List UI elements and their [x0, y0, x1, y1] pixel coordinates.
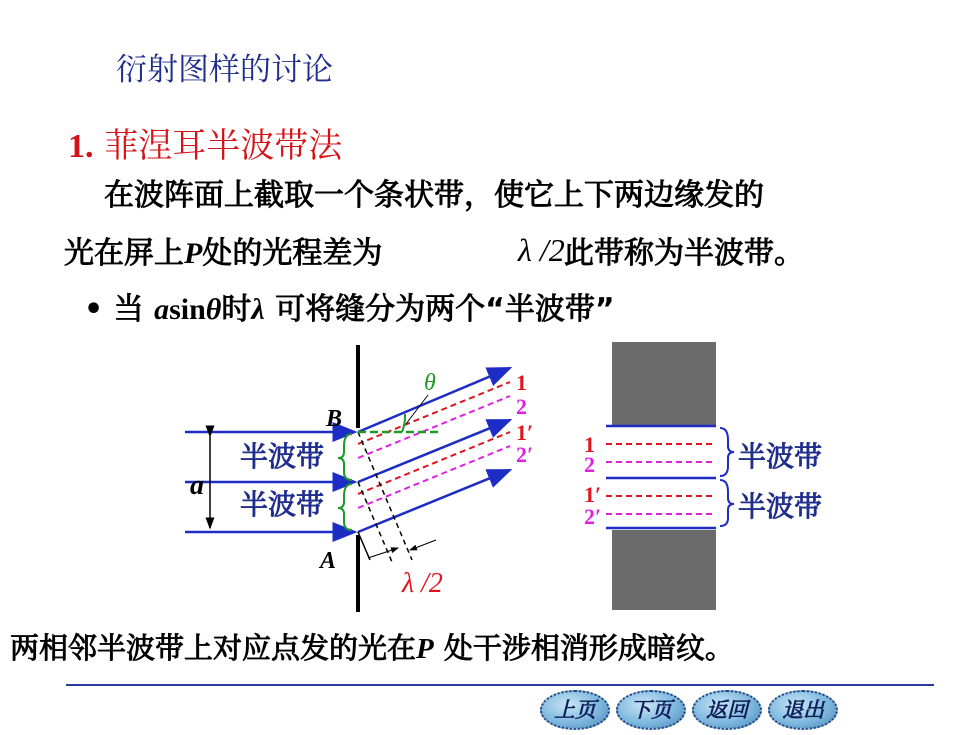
screen-brace-2: [720, 480, 734, 526]
lambda-half-formula: λ /2: [518, 232, 565, 268]
section-number: 1.: [68, 128, 94, 165]
ray-label: 2′: [516, 442, 534, 467]
back-button[interactable]: 返回: [692, 690, 762, 730]
bullet-dot: •: [84, 292, 104, 327]
lambda-arrow: [410, 540, 436, 550]
paragraph-line-1: 在波阵面上截取一个条状带，使它上下两边缘发的: [104, 178, 764, 213]
page-title: 衍射图样的讨论: [116, 52, 333, 88]
lambda-half-label: λ /2: [402, 568, 443, 599]
bullet-text: 当: [113, 292, 144, 327]
ray-label: 1′: [516, 420, 534, 445]
label-B: B: [326, 406, 343, 432]
ray-label: 2: [516, 394, 527, 419]
prev-page-button[interactable]: 上页: [540, 690, 610, 730]
math-sin: sin: [169, 293, 206, 326]
conclusion-part: 两相邻半波带上对应点发的光在: [10, 631, 417, 665]
screen-zone-label-2: 半波带: [738, 490, 823, 523]
screen-label: 2: [584, 452, 595, 477]
theta-arc: [402, 414, 405, 432]
screen-label: 1′: [584, 482, 602, 507]
screen-brace-1: [720, 428, 734, 476]
conclusion-text: [10, 626, 734, 667]
wavefront-line: [358, 432, 412, 560]
ray-label: 1: [516, 370, 527, 395]
wavefront-line: [358, 482, 392, 562]
label-a: a: [190, 470, 204, 501]
point-p-var: P: [416, 633, 434, 665]
exit-button[interactable]: 退出: [768, 690, 838, 730]
section-title: 菲涅耳半波带法: [104, 126, 343, 166]
screen-block-bottom: [612, 530, 716, 610]
math-theta: θ: [205, 293, 222, 326]
label-A: A: [320, 548, 337, 574]
screen-label: 2′: [584, 504, 602, 529]
paragraph-text: 光在屏上: [64, 236, 184, 271]
next-page-button[interactable]: 下页: [616, 690, 686, 730]
math-a: a: [154, 293, 170, 326]
diffracted-ray-2: [358, 396, 510, 458]
zone-label-1: 半波带: [240, 440, 325, 473]
math-lambda: λ: [251, 293, 265, 326]
bullet-text: 时: [221, 292, 252, 327]
screen-zone-label-1: 半波带: [738, 440, 823, 473]
screen-label: 1: [584, 432, 595, 457]
zone-brace-1: [338, 434, 352, 480]
label-theta: θ: [424, 370, 436, 396]
diffracted-ray-blue: [358, 420, 510, 482]
bullet-text: 可将缝分为两个“半波带”: [275, 292, 615, 327]
diffracted-ray-blue: [358, 470, 510, 532]
lambda-arrow: [368, 548, 398, 558]
diffracted-ray-2p: [358, 446, 510, 508]
screen-block-top: [612, 342, 716, 426]
paragraph-text: 处的光程差为: [202, 236, 383, 271]
divider-line: [66, 684, 934, 686]
zone-label-2: 半波带: [240, 488, 325, 521]
paragraph-line-2-end: 此带称为半波带。: [564, 236, 804, 271]
zone-brace-2: [338, 484, 352, 530]
point-p-var: P: [184, 237, 203, 270]
conclusion-part: 处干涉相消形成暗纹。: [433, 631, 734, 665]
